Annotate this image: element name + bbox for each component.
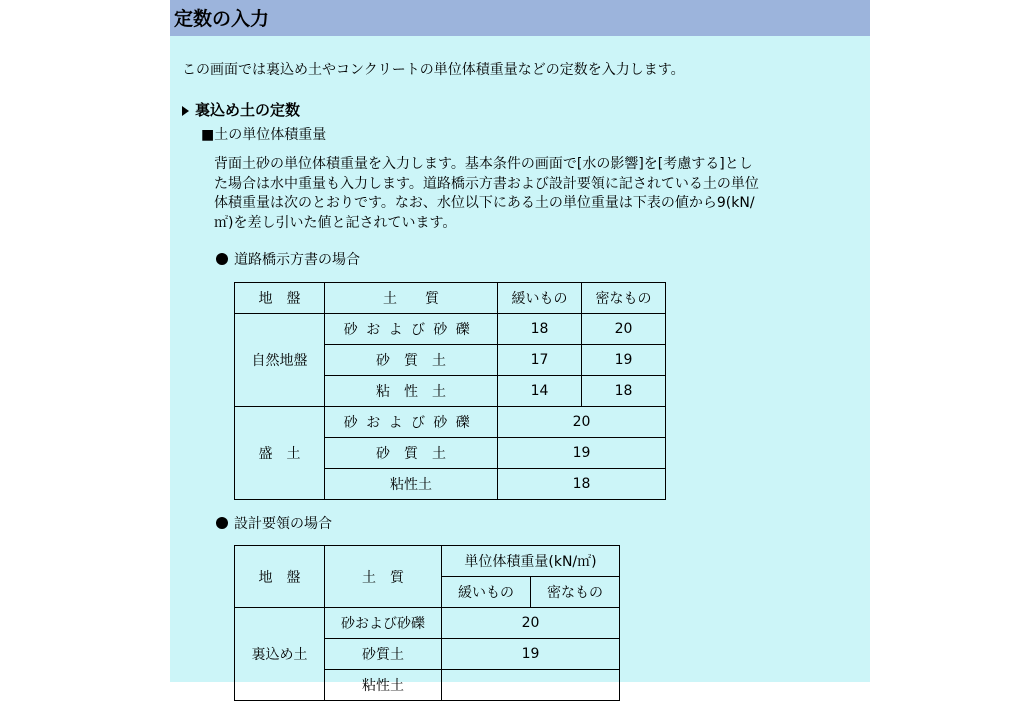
header-ground: 地 盤 (235, 283, 325, 314)
bullet-design-manual (216, 513, 332, 533)
table-header-row (235, 546, 620, 577)
arrow-right-icon (182, 106, 189, 116)
header-soil: 土 質 (325, 283, 498, 314)
weight-value: 19 (442, 639, 620, 670)
weight-value (442, 670, 620, 701)
ground-backfill: 裏込め土 (235, 608, 325, 701)
dense-value: 18 (582, 376, 666, 407)
soil-cell: 粘性土 (325, 670, 442, 701)
loose-value: 17 (498, 345, 582, 376)
soil-cell: 砂および砂礫 (325, 314, 498, 345)
bullet-icon (216, 253, 228, 265)
weight-value: 20 (442, 608, 620, 639)
ground-natural: 自然地盤 (235, 314, 325, 407)
bullet-icon (216, 517, 228, 529)
loose-value: 14 (498, 376, 582, 407)
soil-cell: 砂質土 (325, 639, 442, 670)
header-unit-weight: 単位体積重量(kN/㎡) (442, 546, 620, 577)
soil-cell: 粘性土 (325, 469, 498, 500)
bullet-label: 設計要領の場合 (234, 516, 332, 532)
weight-value: 20 (498, 407, 666, 438)
subsection-heading: ■土の単位体積重量 (201, 127, 327, 143)
description-line: 背面土砂の単位体積重量を入力します。基本条件の画面で[水の影響]を[考慮する]とし (214, 156, 753, 172)
help-page (170, 0, 870, 694)
section-description (214, 155, 864, 233)
weight-value: 19 (498, 438, 666, 469)
section-heading (182, 99, 300, 120)
ground-embankment: 盛 土 (235, 407, 325, 500)
header-ground: 地 盤 (235, 546, 325, 608)
header-soil: 土 質 (325, 546, 442, 608)
table-row (235, 407, 666, 438)
description-line: た場合は水中重量も入力します。道路橋示方書および設計要領に記されている土の単位 (214, 175, 759, 192)
description-line: ㎡)を差し引いた値と記されています。 (214, 214, 457, 231)
table-row (235, 314, 666, 345)
soil-cell: 砂および砂礫 (325, 407, 498, 438)
soil-cell: 砂および砂礫 (325, 608, 442, 639)
dense-value: 19 (582, 345, 666, 376)
soil-cell: 粘 性 土 (325, 376, 498, 407)
title-bar (170, 0, 870, 36)
table-header-row (235, 283, 666, 314)
loose-value: 18 (498, 314, 582, 345)
design-manual-table (234, 545, 620, 701)
soil-cell: 砂 質 土 (325, 345, 498, 376)
section-heading-label: 裏込め土の定数 (195, 101, 301, 119)
header-dense: 密なもの (582, 283, 666, 314)
weight-value: 18 (498, 469, 666, 500)
description-line: 体積重量は次のとおりです。なお、水位以下にある土の単位重量は下表の値から9(kN/ (214, 195, 755, 211)
bullet-road-bridge (216, 249, 360, 269)
soil-cell: 砂 質 土 (325, 438, 498, 469)
table-row (235, 608, 620, 639)
bullet-label: 道路橋示方書の場合 (234, 252, 360, 268)
header-loose: 緩いもの (498, 283, 582, 314)
header-dense: 密なもの (531, 577, 620, 608)
page-title: 定数の入力 (174, 8, 270, 30)
road-bridge-table (234, 282, 666, 500)
intro-text: この画面では裏込め土やコンクリートの単位体積重量などの定数を入力します。 (182, 62, 685, 78)
dense-value: 20 (582, 314, 666, 345)
header-loose: 緩いもの (442, 577, 531, 608)
